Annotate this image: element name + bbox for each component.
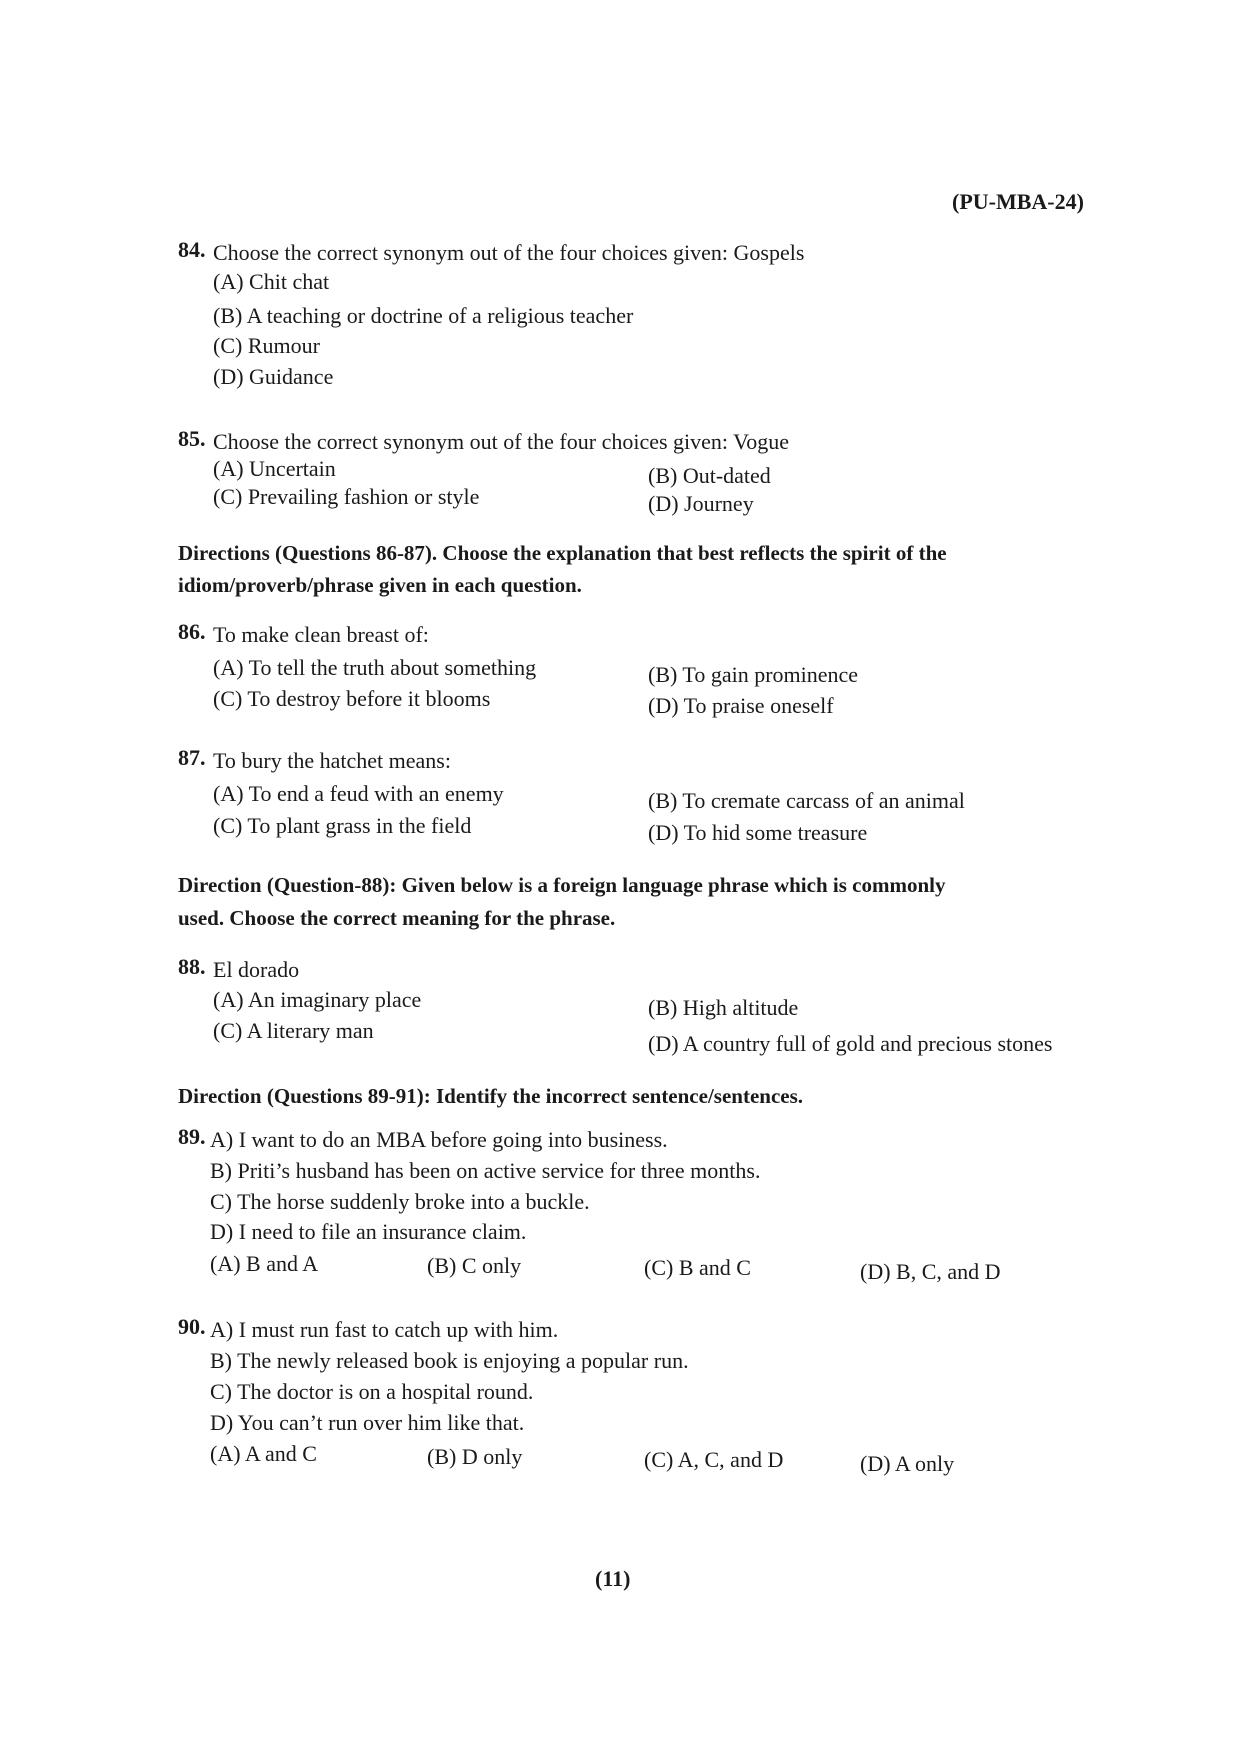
option-b: (B) To cremate carcass of an animal <box>648 788 965 813</box>
option-d: (D) Guidance <box>213 364 334 389</box>
directions-line-1: Direction (Question-88): Given below is a foreign language phrase which is commonly <box>178 873 946 897</box>
option-a: (A) An imaginary place <box>213 987 422 1012</box>
option-d: (D) A only <box>860 1451 955 1476</box>
sentence-a: A) I want to do an MBA before going into business. <box>210 1127 668 1152</box>
option-b: (B) To gain prominence <box>648 662 859 687</box>
question-stem: To make clean breast of: <box>213 622 429 647</box>
question-number: 86. <box>178 619 206 644</box>
option-d: (D) To praise oneself <box>648 693 834 718</box>
page-number: (11) <box>595 1566 631 1591</box>
directions-line-1: Directions (Questions 86-87). Choose the explanation that best reflects the spirit of the <box>178 541 947 565</box>
sentence-d: D) I need to file an insurance claim. <box>210 1219 527 1244</box>
question-number: 88. <box>178 954 206 979</box>
option-b: (B) Out-dated <box>648 463 771 488</box>
option-a: (A) Uncertain <box>213 456 336 481</box>
option-c: (C) To plant grass in the field <box>213 813 472 838</box>
option-c: (C) To destroy before it blooms <box>213 686 491 711</box>
directions-line-2: used. Choose the correct meaning for the phrase. <box>178 906 616 930</box>
option-d: (D) A country full of gold and precious stones <box>648 1031 1053 1056</box>
directions-line-1: Direction (Questions 89-91): Identify the incorrect sentence/sentences. <box>178 1084 804 1108</box>
option-b: (B) D only <box>427 1444 523 1469</box>
sentence-a: A) I must run fast to catch up with him. <box>210 1317 559 1342</box>
option-d: (D) Journey <box>648 491 754 516</box>
paper-code: (PU-MBA-24) <box>952 189 1084 214</box>
question-number: 85. <box>178 426 206 451</box>
option-c: (C) Rumour <box>213 333 320 358</box>
option-c: (C) A, C, and D <box>644 1447 784 1472</box>
question-number: 87. <box>178 745 206 770</box>
question-stem: Choose the correct synonym out of the four choices given: Gospels <box>213 240 805 265</box>
option-c: (C) Prevailing fashion or style <box>213 484 480 509</box>
option-a: (A) Chit chat <box>213 269 330 294</box>
option-a: (A) B and A <box>210 1251 319 1276</box>
question-stem: Choose the correct synonym out of the four choices given: Vogue <box>213 429 789 454</box>
question-stem: El dorado <box>213 957 300 982</box>
question-number: 84. <box>178 237 206 262</box>
option-d: (D) B, C, and D <box>860 1259 1001 1284</box>
option-a: (A) To end a feud with an enemy <box>213 781 504 806</box>
directions-line-2: idiom/proverb/phrase given in each question. <box>178 573 582 597</box>
option-d: (D) To hid some treasure <box>648 820 868 845</box>
option-b: (B) High altitude <box>648 995 799 1020</box>
question-number: 90. <box>178 1314 206 1339</box>
sentence-b: B) The newly released book is enjoying a popular run. <box>210 1348 689 1373</box>
sentence-d: D) You can’t run over him like that. <box>210 1410 525 1435</box>
option-b: (B) C only <box>427 1253 522 1278</box>
sentence-c: C) The horse suddenly broke into a buckle. <box>210 1189 590 1214</box>
option-c: (C) A literary man <box>213 1018 374 1043</box>
option-c: (C) B and C <box>644 1255 751 1280</box>
sentence-c: C) The doctor is on a hospital round. <box>210 1379 534 1404</box>
question-number: 89. <box>178 1124 206 1149</box>
option-a: (A) To tell the truth about something <box>213 655 537 680</box>
option-a: (A) A and C <box>210 1441 317 1466</box>
sentence-b: B) Priti’s husband has been on active service for three months. <box>210 1158 761 1183</box>
question-stem: To bury the hatchet means: <box>213 748 451 773</box>
option-b: (B) A teaching or doctrine of a religious teacher <box>213 303 634 328</box>
